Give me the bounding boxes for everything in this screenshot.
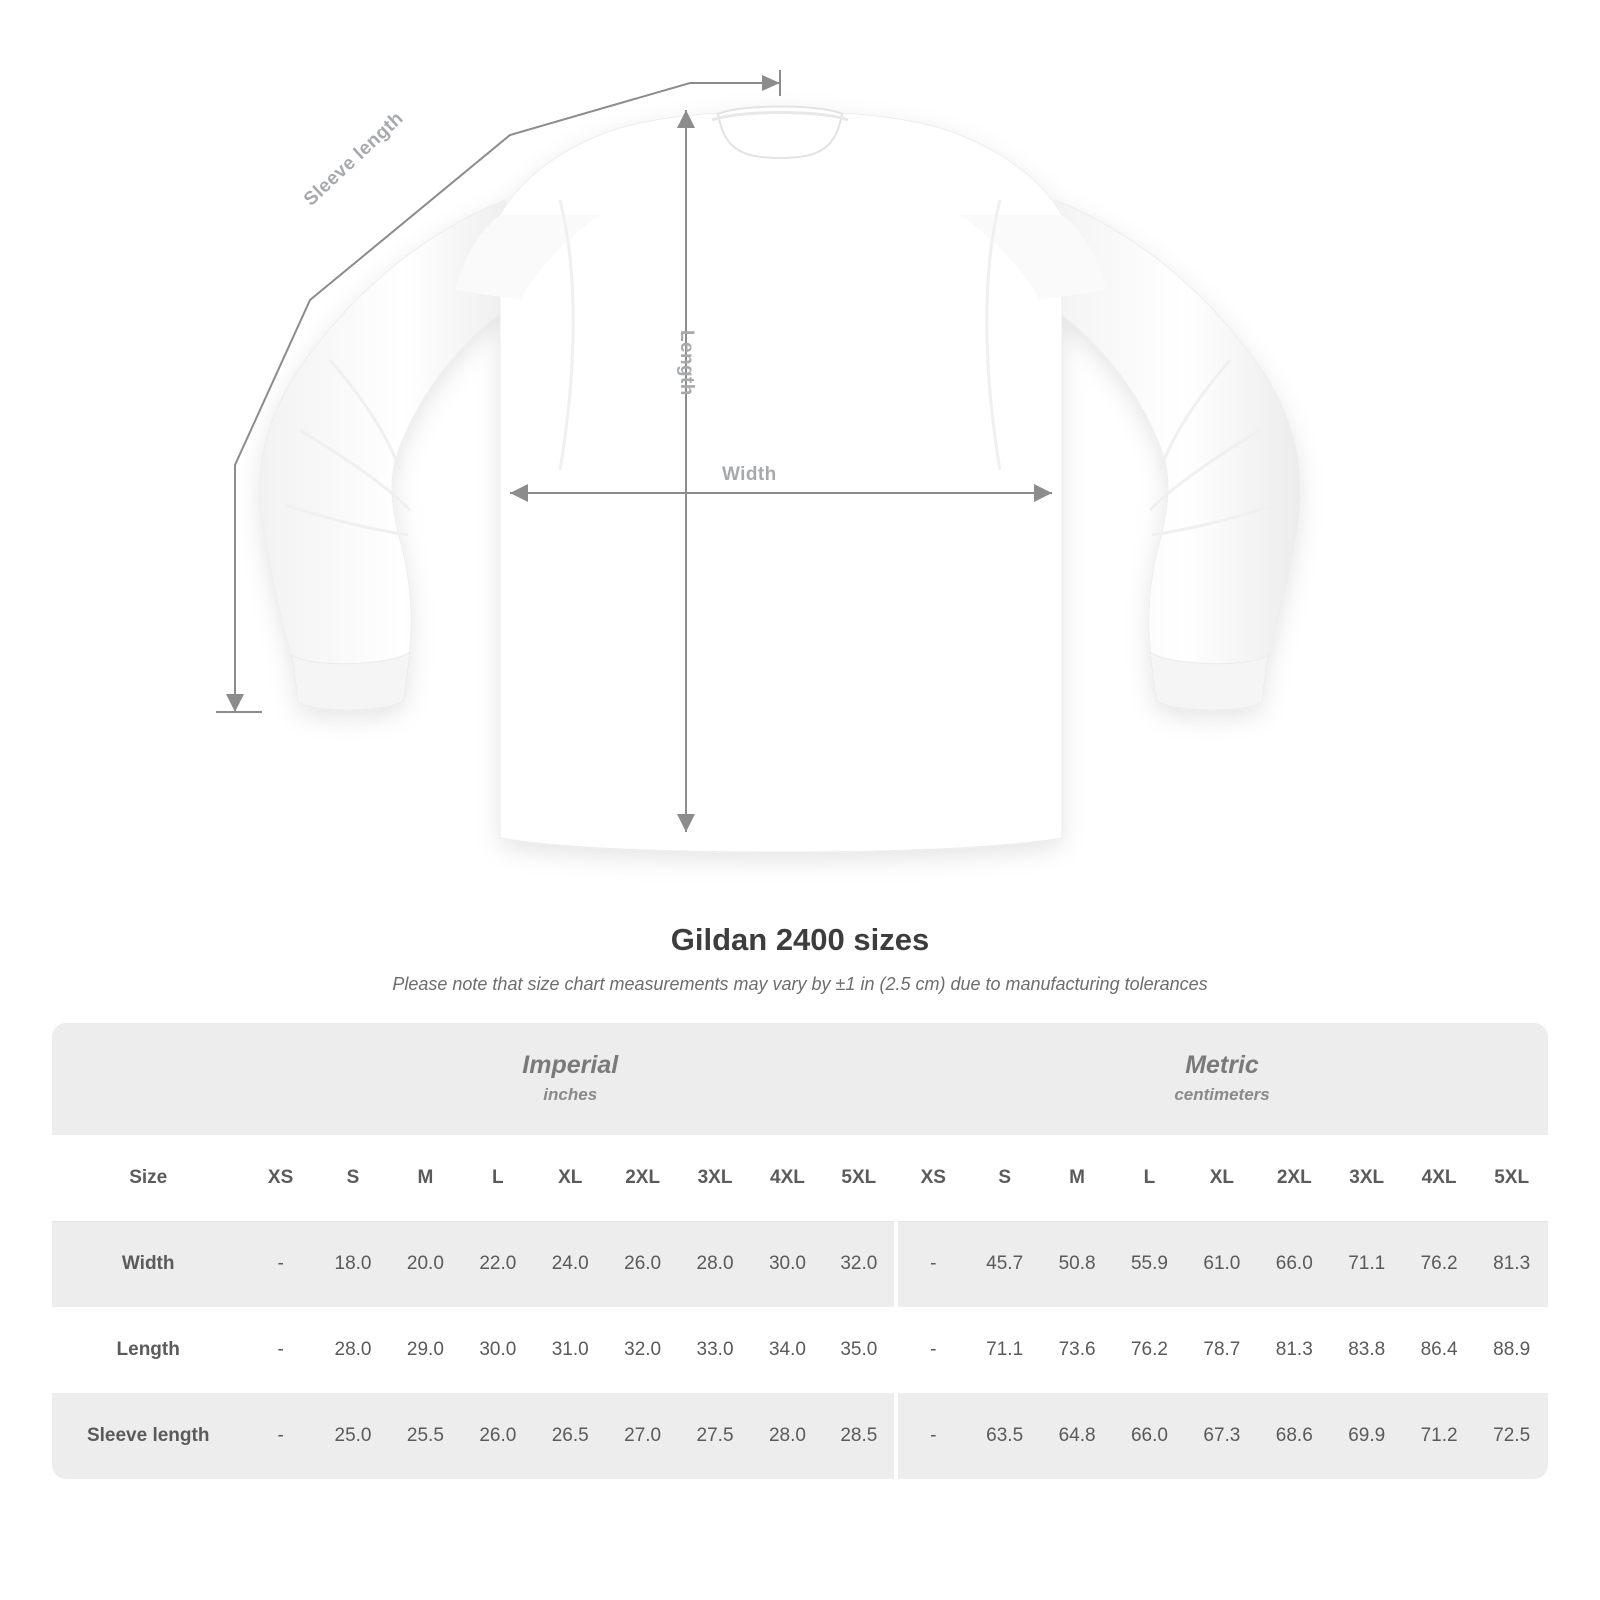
row-label-sleeve-length: Sleeve length bbox=[52, 1393, 244, 1479]
column-header-metric-3xl: 3XL bbox=[1331, 1135, 1403, 1221]
column-header-metric-5xl: 5XL bbox=[1475, 1135, 1548, 1221]
cell-sleeve-metric-2xl: 68.6 bbox=[1258, 1393, 1330, 1479]
column-header-imperial-4xl: 4XL bbox=[751, 1135, 823, 1221]
cell-length-metric-l: 76.2 bbox=[1113, 1307, 1185, 1393]
cell-sleeve-imperial-3xl: 27.5 bbox=[679, 1393, 751, 1479]
column-header-imperial-xs: XS bbox=[244, 1135, 316, 1221]
column-header-metric-4xl: 4XL bbox=[1403, 1135, 1475, 1221]
cell-sleeve-imperial-2xl: 27.0 bbox=[606, 1393, 678, 1479]
cell-length-imperial-3xl: 33.0 bbox=[679, 1307, 751, 1393]
cell-length-imperial-xs: - bbox=[244, 1307, 316, 1393]
cell-sleeve-imperial-l: 26.0 bbox=[462, 1393, 534, 1479]
shirt-shape bbox=[260, 107, 1300, 853]
cell-sleeve-metric-4xl: 71.2 bbox=[1403, 1393, 1475, 1479]
cell-width-imperial-4xl: 30.0 bbox=[751, 1221, 823, 1307]
sleeve-length-label: Sleeve length bbox=[300, 107, 408, 211]
cell-length-metric-xl: 78.7 bbox=[1186, 1307, 1258, 1393]
column-header-metric-l: L bbox=[1113, 1135, 1185, 1221]
cell-sleeve-imperial-5xl: 28.5 bbox=[824, 1393, 896, 1479]
cell-length-imperial-l: 30.0 bbox=[462, 1307, 534, 1393]
cell-sleeve-imperial-4xl: 28.0 bbox=[751, 1393, 823, 1479]
cell-width-metric-5xl: 81.3 bbox=[1475, 1221, 1548, 1307]
cell-length-metric-m: 73.6 bbox=[1041, 1307, 1113, 1393]
cell-sleeve-metric-xl: 67.3 bbox=[1186, 1393, 1258, 1479]
table-row bbox=[52, 1307, 1548, 1393]
column-header-imperial-xl: XL bbox=[534, 1135, 606, 1221]
column-header-metric-2xl: 2XL bbox=[1258, 1135, 1330, 1221]
cell-width-imperial-xs: - bbox=[244, 1221, 316, 1307]
column-header-metric-m: M bbox=[1041, 1135, 1113, 1221]
cell-width-metric-l: 55.9 bbox=[1113, 1221, 1185, 1307]
cell-width-metric-m: 50.8 bbox=[1041, 1221, 1113, 1307]
column-header-metric-s: S bbox=[968, 1135, 1040, 1221]
cell-sleeve-metric-xs: - bbox=[896, 1393, 968, 1479]
cell-width-imperial-5xl: 32.0 bbox=[824, 1221, 896, 1307]
size-table bbox=[52, 1023, 1548, 1479]
cell-sleeve-metric-l: 66.0 bbox=[1113, 1393, 1185, 1479]
column-header-imperial-3xl: 3XL bbox=[679, 1135, 751, 1221]
cell-width-imperial-m: 20.0 bbox=[389, 1221, 461, 1307]
cell-width-metric-xl: 61.0 bbox=[1186, 1221, 1258, 1307]
size-table-wrapper bbox=[52, 1023, 1548, 1479]
cell-sleeve-metric-m: 64.8 bbox=[1041, 1393, 1113, 1479]
cell-width-metric-s: 45.7 bbox=[968, 1221, 1040, 1307]
cell-length-metric-s: 71.1 bbox=[968, 1307, 1040, 1393]
unit-group-header-row bbox=[52, 1023, 1548, 1135]
cell-sleeve-imperial-xl: 26.5 bbox=[534, 1393, 606, 1479]
row-label-length: Length bbox=[52, 1307, 244, 1393]
cell-length-imperial-5xl: 35.0 bbox=[824, 1307, 896, 1393]
cell-width-metric-3xl: 71.1 bbox=[1331, 1221, 1403, 1307]
cell-sleeve-metric-s: 63.5 bbox=[968, 1393, 1040, 1479]
cell-sleeve-metric-5xl: 72.5 bbox=[1475, 1393, 1548, 1479]
cell-length-metric-5xl: 88.9 bbox=[1475, 1307, 1548, 1393]
unit-group-imperial bbox=[244, 1023, 896, 1135]
cell-length-imperial-4xl: 34.0 bbox=[751, 1307, 823, 1393]
column-header-metric-xl: XL bbox=[1186, 1135, 1258, 1221]
cell-width-metric-4xl: 76.2 bbox=[1403, 1221, 1475, 1307]
row-label-width: Width bbox=[52, 1221, 244, 1307]
column-header-metric-xs: XS bbox=[896, 1135, 968, 1221]
cell-length-metric-3xl: 83.8 bbox=[1331, 1307, 1403, 1393]
cell-sleeve-imperial-s: 25.0 bbox=[317, 1393, 389, 1479]
unit-group-imperial-sub: inches bbox=[543, 1085, 598, 1105]
cell-width-imperial-3xl: 28.0 bbox=[679, 1221, 751, 1307]
column-header-size: Size bbox=[52, 1135, 244, 1221]
column-header-imperial-5xl: 5XL bbox=[824, 1135, 896, 1221]
cell-length-imperial-xl: 31.0 bbox=[534, 1307, 606, 1393]
unit-group-spacer bbox=[52, 1023, 244, 1135]
unit-group-metric bbox=[896, 1023, 1548, 1135]
cell-sleeve-imperial-m: 25.5 bbox=[389, 1393, 461, 1479]
cell-length-imperial-m: 29.0 bbox=[389, 1307, 461, 1393]
size-header-row bbox=[52, 1135, 1548, 1221]
page-title: Gildan 2400 sizes bbox=[670, 922, 930, 957]
unit-group-imperial-name: Imperial bbox=[522, 1050, 619, 1079]
cell-width-imperial-2xl: 26.0 bbox=[606, 1221, 678, 1307]
cell-length-imperial-s: 28.0 bbox=[317, 1307, 389, 1393]
unit-group-metric-name: Metric bbox=[1185, 1050, 1259, 1079]
cell-sleeve-metric-3xl: 69.9 bbox=[1331, 1393, 1403, 1479]
unit-group-metric-sub: centimeters bbox=[1174, 1085, 1270, 1105]
cell-width-imperial-xl: 24.0 bbox=[534, 1221, 606, 1307]
length-label: Length bbox=[676, 330, 697, 396]
column-header-imperial-m: M bbox=[389, 1135, 461, 1221]
cell-length-metric-2xl: 81.3 bbox=[1258, 1307, 1330, 1393]
width-label: Width bbox=[722, 464, 777, 485]
cell-sleeve-imperial-xs: - bbox=[244, 1393, 316, 1479]
cell-width-metric-2xl: 66.0 bbox=[1258, 1221, 1330, 1307]
cell-length-imperial-2xl: 32.0 bbox=[606, 1307, 678, 1393]
cell-width-metric-xs: - bbox=[896, 1221, 968, 1307]
column-header-imperial-2xl: 2XL bbox=[606, 1135, 678, 1221]
cell-length-metric-4xl: 86.4 bbox=[1403, 1307, 1475, 1393]
tolerance-note: Please note that size chart measurements may vary by ±1 in (2.5 cm) due to manufacturing tolerances bbox=[392, 974, 1208, 994]
title-block bbox=[0, 922, 1600, 995]
cell-width-imperial-s: 18.0 bbox=[317, 1221, 389, 1307]
column-header-imperial-l: L bbox=[462, 1135, 534, 1221]
table-row bbox=[52, 1393, 1548, 1479]
column-header-imperial-s: S bbox=[317, 1135, 389, 1221]
cell-length-metric-xs: - bbox=[896, 1307, 968, 1393]
cell-width-imperial-l: 22.0 bbox=[462, 1221, 534, 1307]
table-row bbox=[52, 1221, 1548, 1307]
